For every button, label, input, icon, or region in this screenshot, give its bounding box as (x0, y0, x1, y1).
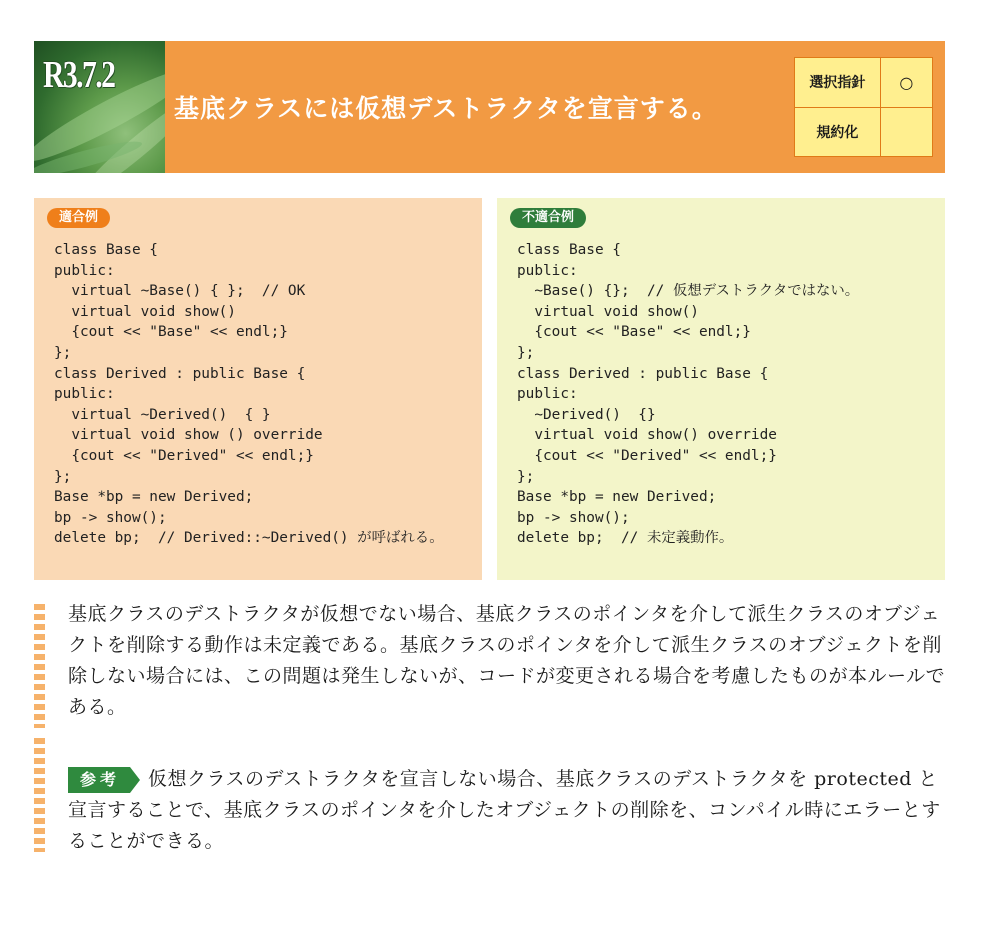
code-line: bp -> show(); (54, 509, 167, 526)
noncompliant-tag: 不適合例 (510, 208, 586, 228)
code-line: {cout << "Base" << endl;} (517, 324, 751, 341)
code-line: class Derived : public Base { (517, 365, 769, 382)
compliant-tag: 適合例 (47, 208, 110, 228)
code-line: {cout << "Derived" << endl;} (517, 447, 777, 464)
reference-text: 仮想クラスのデストラクタを宣言しない場合、基底クラスのデストラクタを protected と宣言することで、基底クラスのポインタを介したオブジェクトの削除を、コンパイル時にエラーとすることができる。 (68, 768, 941, 852)
code-line: }; (54, 344, 72, 361)
compliant-example-panel (34, 198, 482, 580)
code-line: {cout << "Derived" << endl;} (54, 447, 314, 464)
meta-value-selection: ○ (880, 58, 932, 108)
code-line: virtual void show() (54, 303, 236, 320)
reference-paragraph (68, 764, 948, 857)
noncompliant-code (517, 240, 859, 549)
rule-title: 基底クラスには仮想デストラクタを宣言する。 (174, 94, 718, 123)
code-line: virtual void show() override (517, 427, 777, 444)
code-line: public: (54, 386, 115, 403)
code-line: {cout << "Base" << endl;} (54, 324, 288, 341)
code-line: virtual void show () override (54, 427, 323, 444)
reference-marker (34, 738, 45, 852)
code-line: Base *bp = new Derived; (54, 489, 254, 506)
meta-value-standardize (880, 107, 932, 157)
rule-meta-table (794, 57, 933, 157)
code-line: virtual ~Base() { }; // OK (54, 283, 306, 300)
code-line: virtual void show() (517, 303, 699, 320)
rule-header (34, 41, 945, 173)
rule-id-badge (34, 41, 165, 173)
code-line: Base *bp = new Derived; (517, 489, 717, 506)
code-line: }; (517, 468, 535, 485)
code-line: delete bp; // 未定義動作。 (517, 530, 734, 547)
code-line: }; (517, 344, 535, 361)
noncompliant-example-panel (497, 198, 945, 580)
code-line: public: (54, 262, 115, 279)
code-line: virtual ~Derived() { } (54, 406, 271, 423)
code-line: ~Base() {}; // 仮想デストラクタではない。 (517, 283, 860, 300)
meta-label-standardize: 規約化 (795, 107, 881, 157)
meta-label-selection: 選択指針 (795, 58, 881, 108)
code-line: public: (517, 386, 578, 403)
explanation-paragraph: 基底クラスのデストラクタが仮想でない場合、基底クラスのポインタを介して派生クラスのオブジェクトを削除する動作は未定義である。基底クラスのポインタを介して派生クラスのオブジェクトを削除しない場合には、この問題は発生しないが、コードが変更される場合を考慮したものが本ルールである。 (68, 603, 946, 718)
code-line: ~Derived() {} (517, 406, 656, 423)
rule-id: R3.7.2 (43, 54, 115, 96)
code-line: bp -> show(); (517, 509, 630, 526)
code-line: class Base { (54, 242, 158, 258)
paragraph-marker (34, 604, 45, 728)
code-line: }; (54, 468, 72, 485)
code-line: public: (517, 262, 578, 279)
reference-tag: 参考 (68, 767, 130, 793)
compliant-code (54, 240, 444, 549)
code-line: class Derived : public Base { (54, 365, 306, 382)
code-line: delete bp; // Derived::~Derived() が呼ばれる。 (54, 530, 444, 547)
code-line: class Base { (517, 242, 621, 258)
